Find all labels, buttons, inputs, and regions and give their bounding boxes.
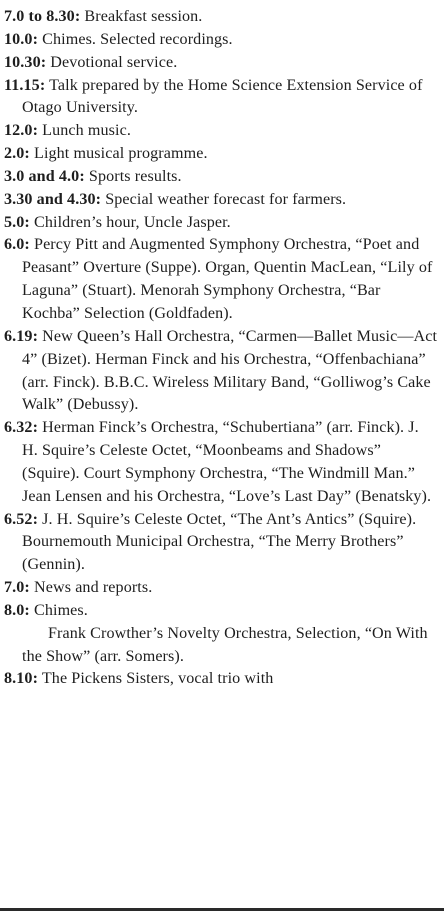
programme-entry	[4, 234, 438, 325]
programme-entry	[4, 417, 438, 508]
entry-text: Chimes.	[29, 601, 88, 619]
programme-entry	[4, 577, 438, 600]
entry-time: 8.0:	[4, 601, 30, 619]
entry-time: 6.52:	[4, 510, 39, 528]
programme-entry	[4, 29, 438, 52]
programme-entry	[4, 6, 438, 29]
entry-time: 6.0:	[4, 236, 30, 254]
entry-text: Breakfast session.	[80, 8, 203, 25]
programme-entry	[4, 600, 438, 623]
entry-text: J. H. Squire’s Celeste Octet, “The Ant’s Antics” (Squire). Bournemouth Municipal Orchestra, “The Merry Brothers” (Gennin).	[22, 510, 417, 574]
entry-time: 5.0:	[4, 213, 30, 231]
programme-entry	[4, 120, 438, 143]
entry-text: Lunch music.	[38, 122, 131, 140]
entry-text: Light musical programme.	[29, 145, 208, 163]
entry-time: 3.30 and 4.30:	[4, 190, 102, 208]
entry-time: 6.19:	[4, 327, 39, 345]
programme-entry	[4, 52, 438, 75]
entry-text: The Pickens Sisters, vocal trio with	[38, 670, 274, 688]
entry-text: Special weather forecast for farmers.	[101, 190, 347, 208]
programme-entry	[4, 189, 438, 212]
programme-entry	[4, 212, 438, 235]
entry-text: Chimes. Selected recordings.	[38, 30, 233, 48]
entry-text: Herman Finck’s Orchestra, “Schubertiana” (arr. Finck). J. H. Squire’s Celeste Octet, “Moonbeams and Shadows” (Squire). Court Symphony Orchestra, “The Windmill Man.” Jean Lensen and his Orchestra, “Love’s Last Day” (Benatsky).	[22, 419, 432, 505]
entry-text: New Queen’s Hall Orchestra, “Carmen—Ballet Music—Act 4” (Bizet). Herman Finck and his Orchestra, “Offenbachiana” (arr. Finck). B.B.C. Wireless Military Band, “Golliwog’s Cake Walk” (Debussy).	[22, 327, 438, 414]
programme-entry	[4, 143, 438, 166]
entry-time: 11.15:	[4, 76, 46, 94]
entry-time: 12.0:	[4, 122, 39, 140]
entry-time: 7.0:	[4, 579, 30, 597]
entry-text: Devotional service.	[46, 53, 178, 71]
programme-entry	[4, 166, 438, 189]
entry-text: Percy Pitt and Augmented Symphony Orchestra, “Poet and Peasant” Overture (Suppe). Organ, Quentin MacLean, “Lily of Laguna” (Stuart). Menorah Symphony Orchestra, “Bar Kochba” Selection (Goldfaden).	[22, 236, 433, 322]
entry-time: 8.10:	[4, 670, 39, 688]
entry-time: 7.0 to 8.30:	[4, 8, 81, 25]
entry-continuation: Frank Crowther’s Novelty Orchestra, Selection, “On With the Show” (arr. Somers).	[22, 624, 428, 665]
entry-time: 10.0:	[4, 30, 39, 48]
bottom-rule	[0, 908, 444, 911]
programme-entry	[4, 509, 438, 578]
entry-text: Sports results.	[84, 167, 182, 185]
programme-listing	[4, 6, 438, 691]
programme-entry	[4, 668, 438, 691]
entry-text: Children’s hour, Uncle Jasper.	[29, 213, 231, 231]
programme-entry	[4, 75, 438, 121]
entry-time: 2.0:	[4, 145, 30, 163]
entry-time: 10.30:	[4, 53, 47, 71]
entry-text: News and reports.	[29, 579, 153, 597]
entry-time: 6.32:	[4, 419, 39, 437]
entry-text: Talk prepared by the Home Science Extension Service of Otago University.	[22, 76, 423, 117]
entry-time: 3.0 and 4.0:	[4, 167, 85, 185]
programme-entry	[4, 326, 438, 417]
